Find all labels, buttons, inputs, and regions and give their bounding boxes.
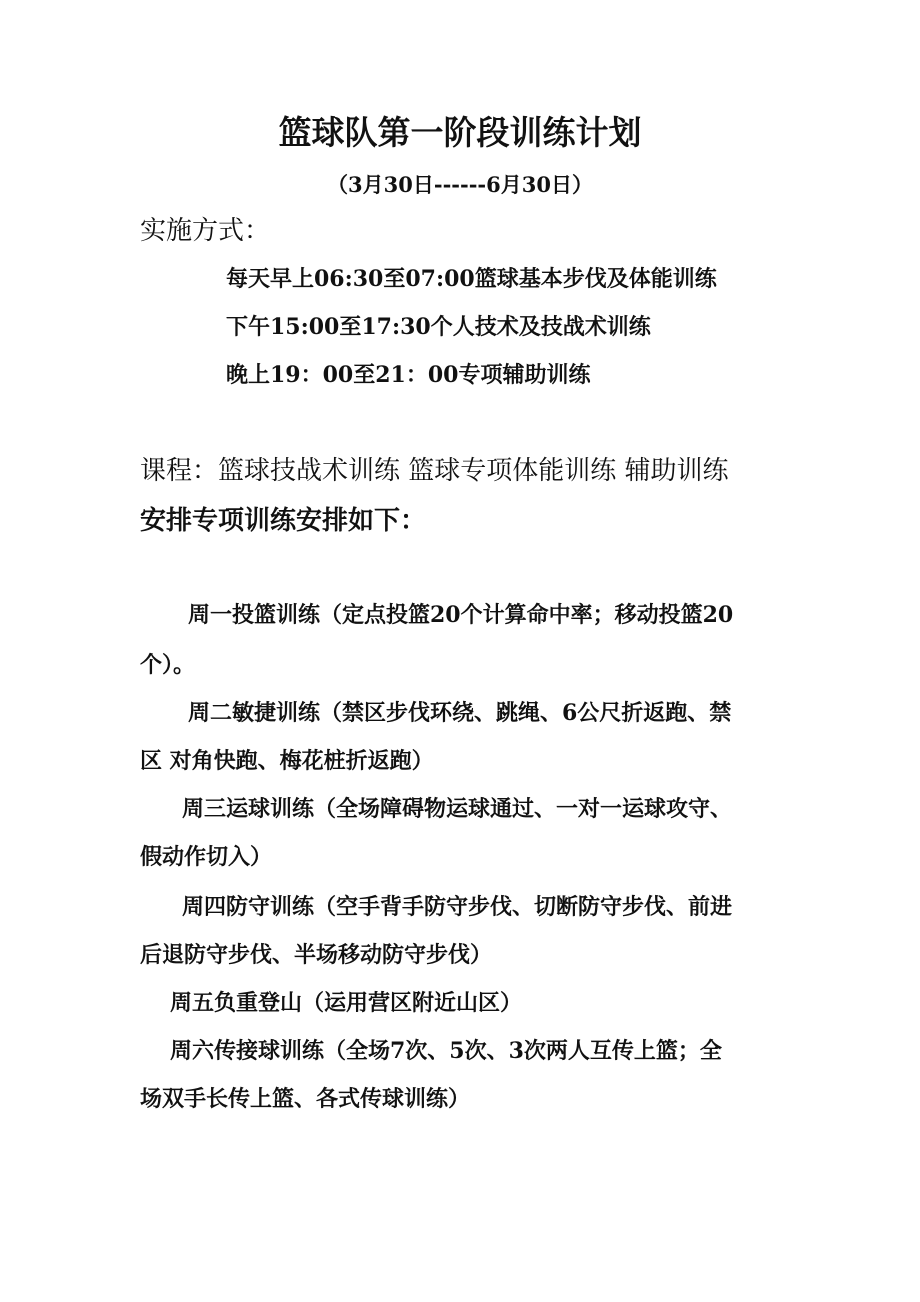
wednesday-line-2: 假动作切入） xyxy=(140,844,273,870)
schedule-evening: 晚上19：00至21：00专项辅助训练 xyxy=(226,362,591,388)
method-heading: 实施方式： xyxy=(140,216,271,246)
saturday-line-2: 场双手长传上篮、各式传球训练） xyxy=(140,1086,471,1112)
schedule-morning: 每天早上06:30至07:00篮球基本步伐及体能训练 xyxy=(226,266,717,292)
tuesday-line-2: 区 对角快跑、梅花桩折返跑） xyxy=(140,748,434,774)
wednesday-line-1: 周三运球训练（全场障碍物运球通过、一对一运球攻守、 xyxy=(182,796,733,822)
tuesday-line-1: 周二敏捷训练（禁区步伐环绕、跳绳、6公尺折返跑、禁 xyxy=(188,700,732,726)
arrangement-line: 安排专项训练安排如下： xyxy=(140,506,427,536)
monday-line-1: 周一投篮训练（定点投篮20个计算命中率；移动投篮20 xyxy=(188,602,734,628)
monday-line-2: 个）。 xyxy=(140,652,196,678)
thursday-line-1: 周四防守训练（空手背手防守步伐、切断防守步伐、前进 xyxy=(182,894,733,920)
course-line: 课程：篮球技战术训练 篮球专项体能训练 辅助训练 xyxy=(140,456,729,486)
schedule-afternoon: 下午15:00至17:30个人技术及技战术训练 xyxy=(226,314,651,340)
saturday-line-1: 周六传接球训练（全场7次、5次、3次两人互传上篮；全 xyxy=(170,1038,722,1064)
date-range-subtitle: （3月30日------6月30日） xyxy=(327,172,593,197)
friday-line-1: 周五负重登山（运用营区附近山区） xyxy=(170,990,523,1016)
thursday-line-2: 后退防守步伐、半场移动防守步伐） xyxy=(140,942,493,968)
document-title: 篮球队第一阶段训练计划 xyxy=(278,113,642,152)
